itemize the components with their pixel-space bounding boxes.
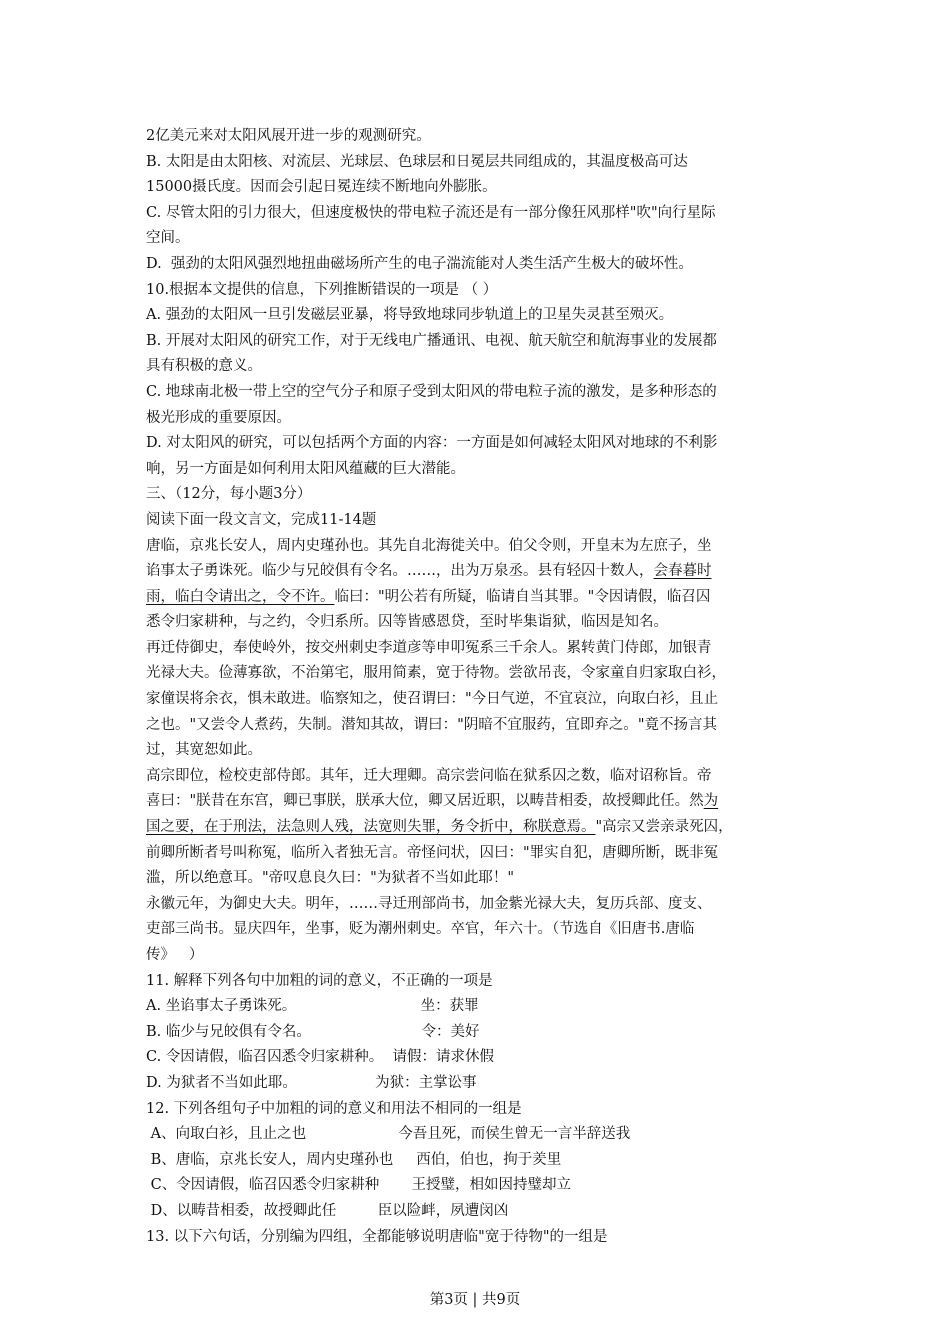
passage-text: 喜曰："朕昔在东宫，卿已事朕，朕承大位，卿又居近职，以畴昔相委，故授卿此任。然 xyxy=(146,793,704,810)
underlined-text: 雨，临白令请出之，令不许。 xyxy=(146,588,335,605)
option-line: D. 为狱者不当如此耶。 为狱：主掌讼事 xyxy=(146,1074,477,1091)
passage-text: 临曰："明公若有所疑，临请自当其罪。"令因请假，临召囚 xyxy=(334,588,711,605)
underlined-text: 国之要，在于刑法，法急则人残，法宽则失罪，务令折中，称朕意焉。 xyxy=(146,819,596,836)
option-line: D、以畴昔相委，故授卿此任 臣以险衅，夙遭闵凶 xyxy=(146,1202,509,1219)
section-instruction: 阅读下面一段文言文，完成11-14题 xyxy=(146,511,377,528)
passage-line: 吏部三尚书。显庆四年，坐事，贬为潮州刺史。卒官，年六十。（节选自《旧唐书.唐临 xyxy=(146,921,695,938)
passage-line xyxy=(146,559,816,585)
question-10: 10.根据本文提供的信息，下列推断错误的一项是 （ ） xyxy=(146,281,498,298)
passage-line: 再迁侍御史，奉使岭外，按交州刺史李道彦等申叩冤系三千余人。累转黄门侍郎，加银青 xyxy=(146,639,712,656)
text-line: D. 强劲的太阳风强烈地扭曲磁场所产生的电子湍流能对人类生活产生极大的破坏性。 xyxy=(146,255,693,272)
text-line: 2亿美元来对太阳风展开进一步的观测研究。 xyxy=(146,128,431,144)
underlined-text: 会春暮时 xyxy=(653,563,712,580)
question-11: 11. 解释下列各句中加粗的词的意义，不正确的一项是 xyxy=(146,972,493,989)
passage-line: 传》 ） xyxy=(146,947,204,963)
passage-line: 滥，所以绝意耳。"帝叹息良久曰："为狱者不当如此耶！" xyxy=(146,870,515,887)
text-line: C. 尽管太阳的引力很大，但速度极快的带电粒子流还是有一部分像狂风那样"吹"向行星际 xyxy=(146,204,716,221)
text-line: C. 地球南北极一带上空的空气分子和原子受到太阳风的带电粒子流的激发，是多种形态的 xyxy=(146,383,717,400)
passage-line: 悉令归家耕种，与之约，令归系所。囚等皆感恩贷，至时毕集诣狱，临因是知名。 xyxy=(146,614,668,631)
text-line: B. 太阳是由太阳核、对流层、光球层、色球层和日冕层共同组成的，其温度极高可达 xyxy=(146,153,688,170)
passage-text: "高宗又尝亲录死囚， xyxy=(595,819,733,836)
passage-line xyxy=(146,789,816,815)
text-line: 极光形成的重要原因。 xyxy=(146,409,291,426)
passage-line: 过，其宽恕如此。 xyxy=(146,742,262,759)
passage-line: 之也。"又尝令人煮药，失制。潜知其故，谓曰："阴暗不宜服药，宜即弃之。"竟不扬言其 xyxy=(146,716,718,733)
text-line: D. 对太阳风的研究，可以包括两个方面的内容：一方面是如何减轻太阳风对地球的不利影 xyxy=(146,435,718,452)
text-line: A. 强劲的太阳风一旦引发磁层亚暴，将导致地球同步轨道上的卫星失灵甚至殒灭。 xyxy=(146,307,674,324)
text-line: 响，另一方面是如何利用太阳风蕴藏的巨大潜能。 xyxy=(146,460,465,477)
text-line: 15000摄氏度。因而会引起日冕连续不断地向外膨胀。 xyxy=(146,179,497,196)
question-13: 13. 以下六句话，分别编为四组，全都能够说明唐临"宽于待物"的一组是 xyxy=(146,1228,608,1245)
option-line: C. 令因请假，临召囚悉令归家耕种。 请假：请求休假 xyxy=(146,1049,495,1066)
passage-line xyxy=(146,585,816,611)
underlined-text: 为 xyxy=(703,793,719,810)
passage-line: 永徽元年，为御史大夫。明年，……寻迁刑部尚书，加金紫光禄大夫，复历兵部、度支、 xyxy=(146,895,712,912)
text-line: 空间。 xyxy=(146,230,190,247)
passage-line: 光禄大夫。俭薄寡欲，不治第宅，服用简素，宽于待物。尝欲吊丧，令家童自归家取白衫， xyxy=(146,665,726,682)
question-12: 12. 下列各组句子中加粗的词的意义和用法不相同的一组是 xyxy=(146,1100,522,1117)
passage-line: 前卿所断者号叫称冤，临所入者独无言。帝怪问状，囚曰："罪实自犯，唐卿所断，既非冤 xyxy=(146,844,719,861)
document-body xyxy=(146,124,816,1250)
passage-line: 家僮误将余衣，惧未敢进。临察知之，使召谓曰："今日气逆，不宜哀泣，向取白衫，且止 xyxy=(146,691,719,708)
option-line: C、令因请假，临召囚悉令归家耕种 王授璧，相如因持璧却立 xyxy=(146,1177,571,1194)
text-line: B. 开展对太阳风的研究工作，对于无线电广播通讯、电视、航天航空和航海事业的发展都 xyxy=(146,332,717,349)
passage-line: 唐临，京兆长安人，周内史瑾孙也。其先自北海徙关中。伯父令则，开皇末为左庶子，坐 xyxy=(146,537,712,554)
passage-line xyxy=(146,815,816,841)
option-line: A. 坐谄事太子勇诛死。 坐：获罪 xyxy=(146,998,479,1015)
option-line: B、唐临，京兆长安人，周内史瑾孙也 西伯，伯也，拘于羑里 xyxy=(146,1151,562,1168)
option-line: B. 临少与兄皎俱有令名。 令：美好 xyxy=(146,1023,480,1040)
page-footer: 第3页 | 共9页 xyxy=(429,1292,521,1308)
passage-line: 高宗即位，检校吏部侍郎。其年，迁大理卿。高宗尝问临在狱系囚之数，临对诏称旨。帝 xyxy=(146,767,712,784)
option-line: A、向取白衫，且止之也 今吾且死，而侯生曾无一言半辞送我 xyxy=(146,1126,631,1143)
section-heading: 三、（12分，每小题3分） xyxy=(146,486,312,503)
text-line: 具有积极的意义。 xyxy=(146,358,262,375)
passage-text: 谄事太子勇诛死。临少与兄皎俱有令名。……，出为万泉丞。县有轻囚十数人， xyxy=(146,563,654,580)
